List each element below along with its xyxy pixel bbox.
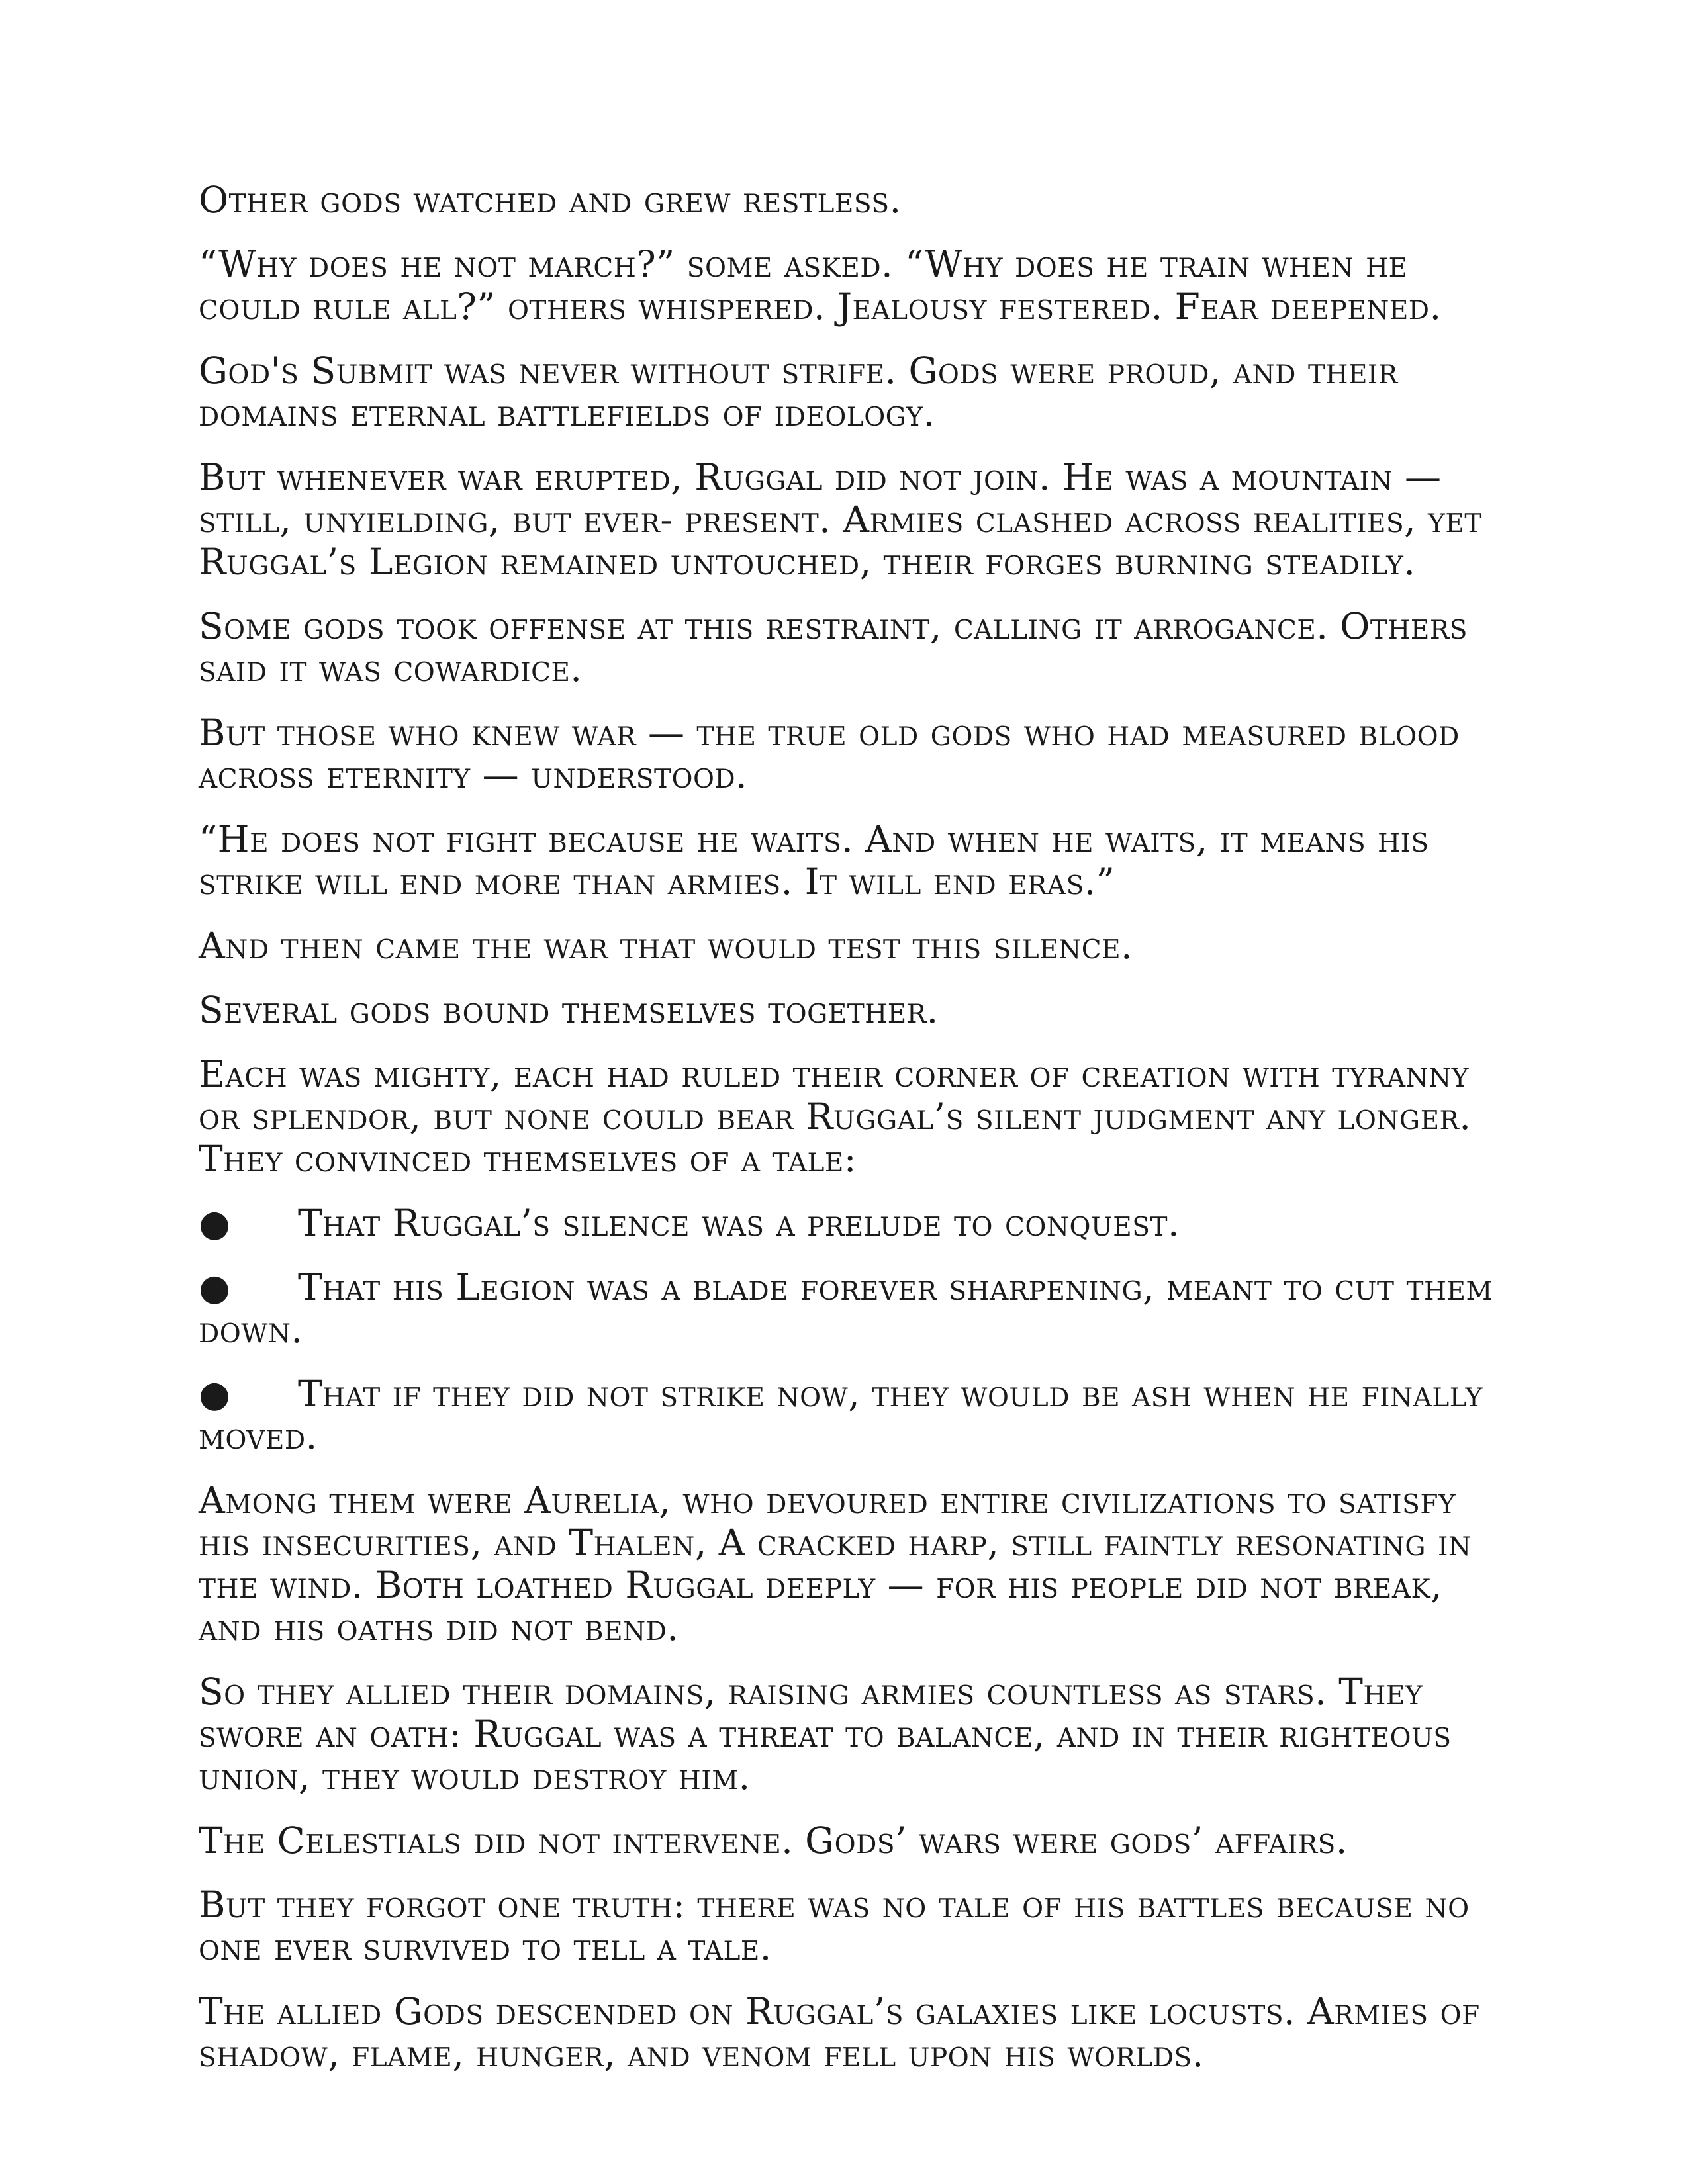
list-item-text: That his Legion was a blade forever sharpening, meant to cut them down. <box>199 1266 1493 1351</box>
list-item <box>199 1266 1496 1351</box>
paragraph: Among them were Aurelia, who devoured entire civilizations to satisfy his insecurities, and Thalen, A cracked harp, still faintly resonating in the wind. Both loathed Ruggal deeply — for his people did not break, and his oaths did not bend. <box>199 1479 1472 1649</box>
paragraph: The allied Gods descended on Ruggal’s galaxies like locusts. Armies of shadow, flame, hunger, and venom fell upon his worlds. <box>199 1990 1480 2075</box>
list-item-text: That Ruggal’s silence was a prelude to conquest. <box>298 1202 1180 1244</box>
bullet-icon: ● <box>199 1202 231 1244</box>
paragraph: “Why does he not march?” some asked. “Why does he train when he could rule all?” others whispered. Jealousy festered. Fear deepened. <box>199 243 1442 328</box>
paragraph: And then came the war that would test this silence. <box>199 925 1133 967</box>
paragraph: Several gods bound themselves together. <box>199 989 939 1031</box>
bullet-icon: ● <box>199 1266 231 1308</box>
paragraph: But those who knew war — the true old gods who had measured blood across eternity — understood. <box>199 711 1460 796</box>
paragraph: So they allied their domains, raising armies countless as stars. They swore an oath: Ruggal was a threat to balance, and in their righteous union, they would destroy him. <box>199 1670 1452 1797</box>
paragraph: The Celestials did not intervene. Gods’ wars were gods’ affairs. <box>199 1819 1348 1862</box>
paragraph: Other gods watched and grew restless. <box>199 179 902 221</box>
list-item <box>199 1202 1496 1244</box>
bullet-icon: ● <box>199 1373 231 1415</box>
list-item-text: That if they did not strike now, they would be ash when he finally moved. <box>199 1373 1483 1457</box>
paragraph: But whenever war erupted, Ruggal did not join. He was a mountain — still, unyielding, but ever- present. Armies clashed across realities, yet Ruggal’s Legion remained untouched, their forges burning steadily. <box>199 456 1482 583</box>
paragraph: “He does not fight because he waits. And when he waits, it means his strike will end more than armies. It will end eras.” <box>199 818 1429 903</box>
bullet-list <box>199 1202 1496 1457</box>
paragraph: But they forgot one truth: there was no tale of his battles because no one ever survived to tell a tale. <box>199 1884 1470 1968</box>
paragraph: Each was mighty, each had ruled their corner of creation with tyranny or splendor, but none could bear Ruggal’s silent judgment any longer. They convinced themselves of a tale: <box>199 1053 1472 1180</box>
paragraph: Some gods took offense at this restraint, calling it arrogance. Others said it was cowardice. <box>199 605 1468 690</box>
list-item <box>199 1373 1496 1457</box>
paragraph: God's Submit was never without strife. Gods were proud, and their domains eternal battlefields of ideology. <box>199 349 1398 434</box>
document-page <box>199 179 1496 2097</box>
